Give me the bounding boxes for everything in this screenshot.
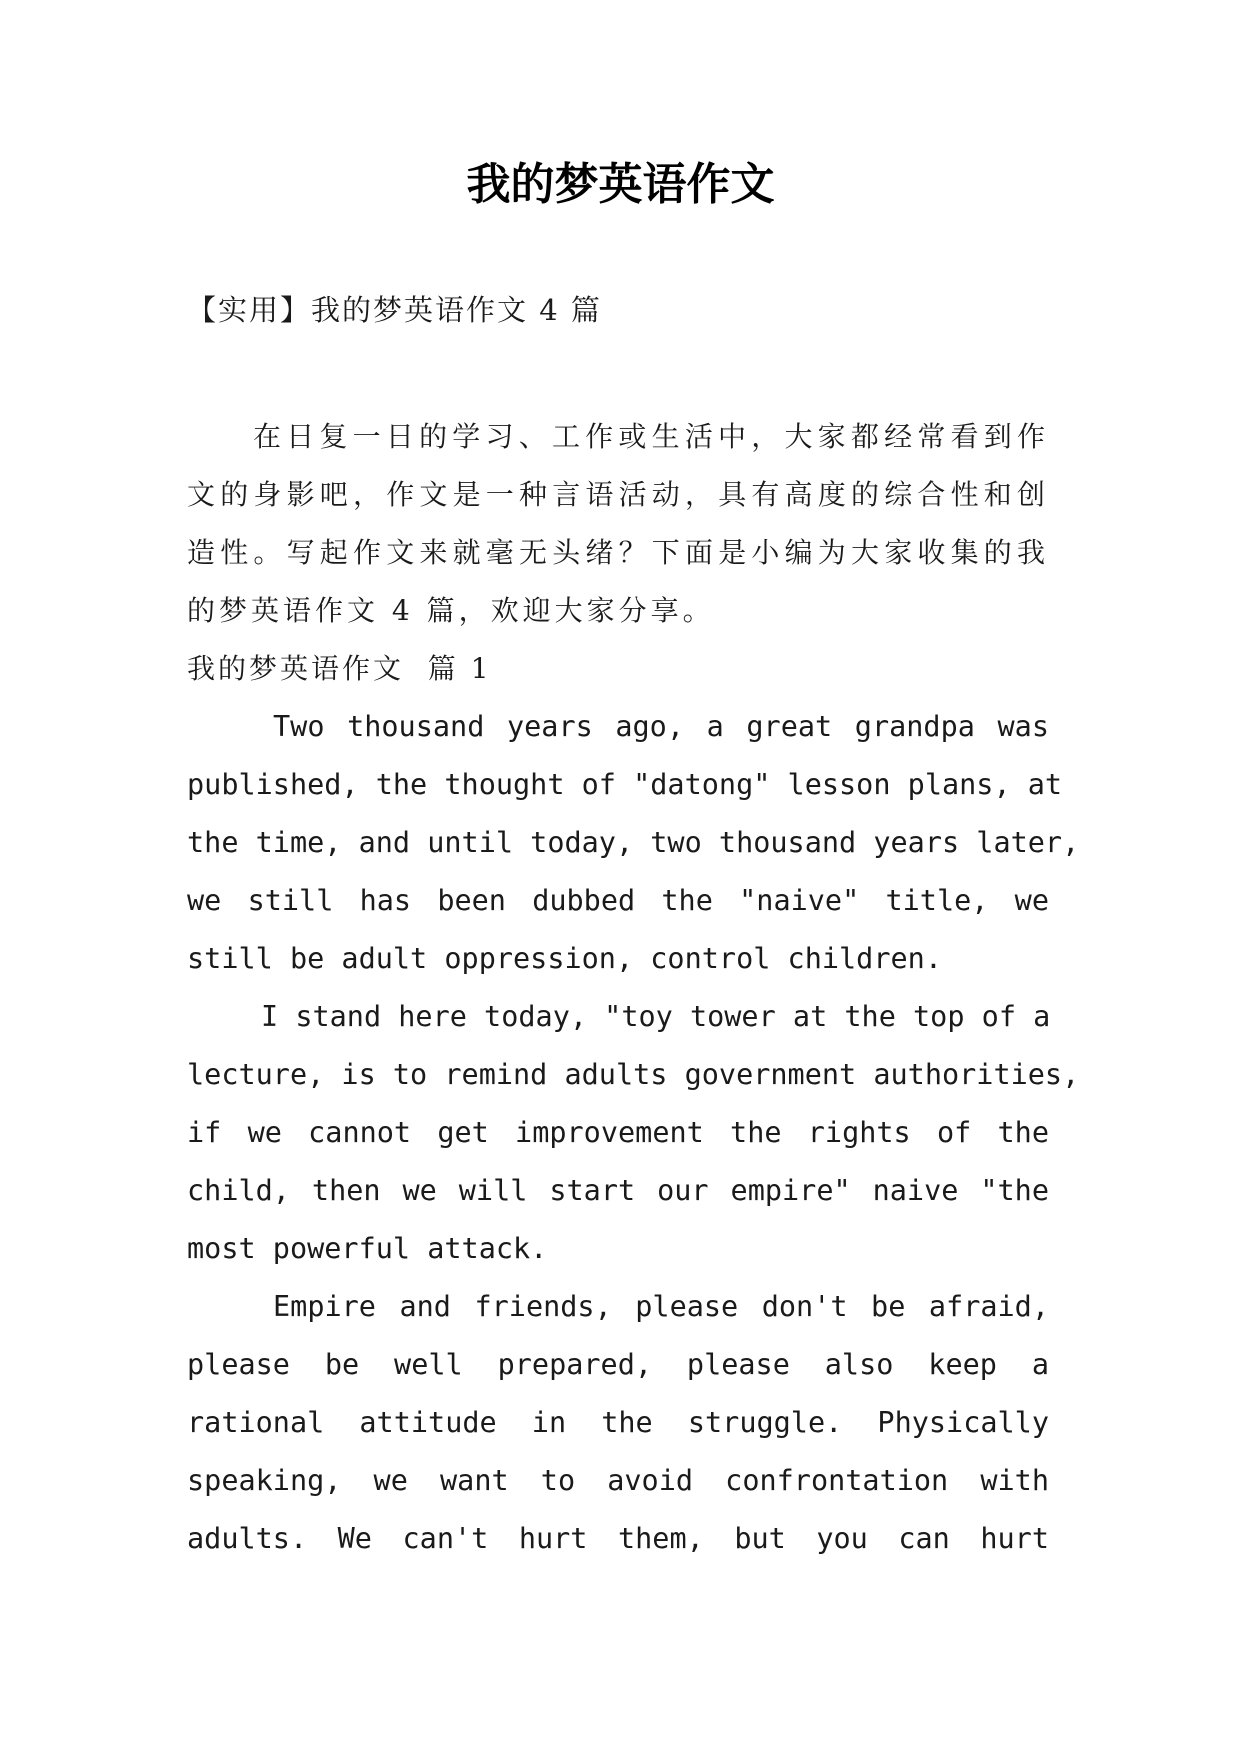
essay-line: speaking, we want to avoid confrontation with: [187, 1464, 1049, 1497]
essay-line: published, the thought of "datong" lesson plans, at: [187, 768, 1063, 801]
document-body: [187, 408, 1080, 1568]
page-title: 我的梦英语作文: [466, 159, 775, 210]
document-subtitle: 【实用】我的梦英语作文 4 篇: [187, 293, 602, 327]
essay-paragraph-3: [187, 1278, 1049, 1568]
section-heading: 我的梦英语作文 篇 1: [187, 652, 492, 685]
essay-line: the time, and until today, two thousand years later,: [187, 826, 1080, 859]
intro-line: 在日复一日的学习、工作或生活中，大家都经常看到作: [253, 420, 1049, 453]
essay-paragraph-1: [187, 698, 1080, 988]
essay-line: if we cannot get improvement the rights of the: [187, 1116, 1049, 1149]
essay-line: Empire and friends, please don't be afraid,: [273, 1290, 1049, 1323]
essay-line: lecture, is to remind adults government authorities,: [187, 1058, 1080, 1091]
essay-line: most powerful attack.: [187, 1232, 548, 1265]
essay-line: I stand here today, "toy tower at the top of a: [261, 1000, 1051, 1033]
essay-line: child, then we will start our empire" naive "the: [187, 1174, 1049, 1207]
intro-line: 的梦英语作文 4 篇，欢迎大家分享。: [187, 594, 715, 627]
intro-line: 造性。写起作文来就毫无头绪？下面是小编为大家收集的我: [187, 536, 1049, 569]
essay-line: we still has been dubbed the "naive" title, we: [187, 884, 1049, 917]
essay-line: adults. We can't hurt them, but you can hurt: [187, 1522, 1049, 1555]
intro-line: 文的身影吧，作文是一种言语活动，具有高度的综合性和创: [187, 478, 1049, 511]
intro-paragraph: [187, 408, 1049, 640]
essay-line: please be well prepared, please also keep a: [187, 1348, 1049, 1381]
essay-line: rational attitude in the struggle. Physically: [187, 1406, 1049, 1439]
essay-line: Two thousand years ago, a great grandpa was: [273, 710, 1049, 743]
essay-line: still be adult oppression, control children.: [187, 942, 942, 975]
essay-paragraph-2: [187, 988, 1080, 1278]
